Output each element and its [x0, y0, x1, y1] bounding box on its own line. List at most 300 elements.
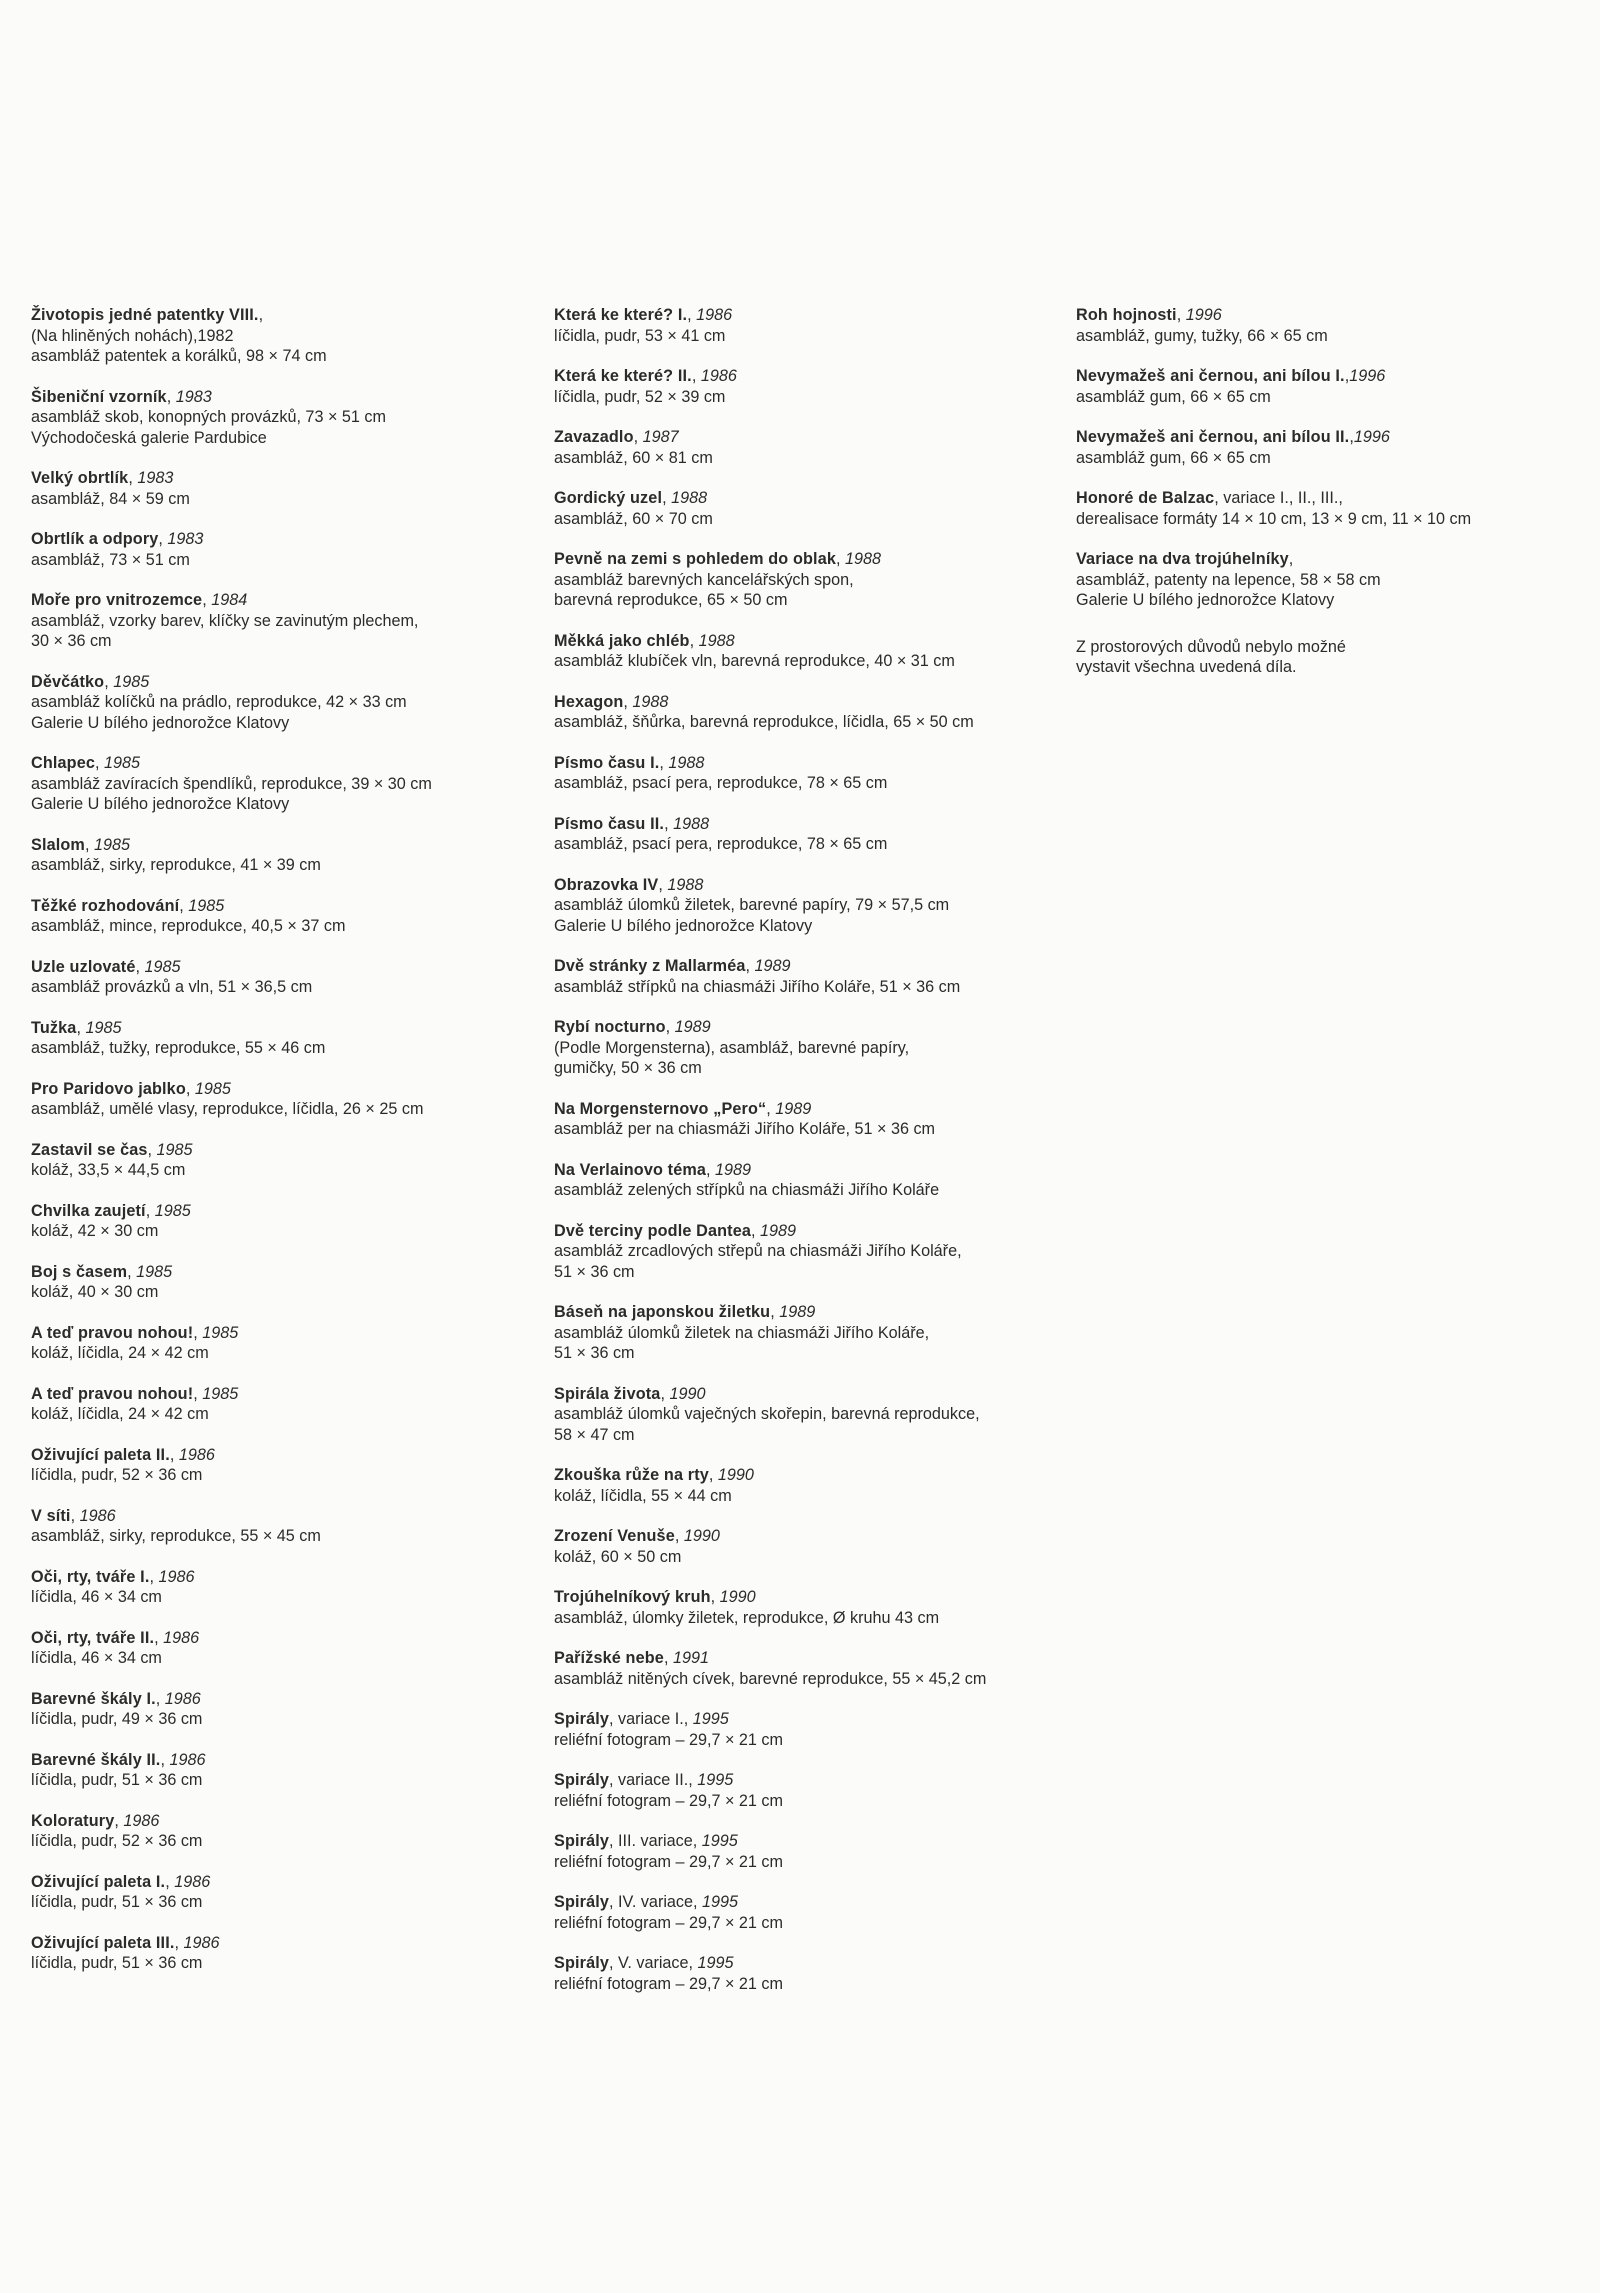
- work-title: Která ke které? II.: [554, 367, 692, 385]
- work-description: asambláž provázků a vln, 51 × 36,5 cm: [31, 978, 313, 996]
- work-heading: [31, 1811, 551, 1832]
- work-description: asambláž patentek a korálků, 98 × 74 cm: [31, 347, 327, 365]
- work-entry: [554, 1892, 1054, 1933]
- work-entry: [31, 1323, 551, 1364]
- work-description: asambláž zrcadlových střepů na chiasmáži Jiřího Koláře,: [554, 1242, 962, 1260]
- work-heading: [554, 549, 1054, 570]
- work-separator: ,: [691, 367, 701, 385]
- work-heading: [31, 1201, 551, 1222]
- work-year: 1986: [158, 1567, 195, 1586]
- work-entry: [554, 366, 1054, 407]
- work-entry: [554, 1017, 1054, 1079]
- work-heading: [31, 1445, 551, 1466]
- work-entry: [554, 1302, 1054, 1364]
- work-description: líčidla, pudr, 52 × 36 cm: [31, 1832, 203, 1850]
- work-title: Zrození Venuše: [554, 1527, 675, 1545]
- work-description: líčidla, pudr, 51 × 36 cm: [31, 1954, 203, 1972]
- work-separator: ,: [166, 387, 176, 406]
- work-entry: [31, 1750, 551, 1791]
- work-year: 1985: [194, 1079, 231, 1098]
- work-description: 51 × 36 cm: [554, 1344, 635, 1362]
- work-separator: ,: [193, 1323, 203, 1342]
- work-description: asambláž, tužky, reprodukce, 55 × 46 cm: [31, 1039, 326, 1057]
- work-title: Dvě stránky z Mallarméa: [554, 957, 746, 975]
- work-title: Oči, rty, tváře I.: [31, 1567, 150, 1586]
- work-title: Spirály: [554, 1954, 610, 1972]
- work-description: asambláž úlomků žiletek, barevné papíry, 79 × 57,5 cm: [554, 896, 950, 914]
- work-year: 1983: [137, 469, 174, 487]
- work-title: Oživující paleta II.: [31, 1445, 170, 1464]
- work-description: asambláž gum, 66 × 65 cm: [1076, 448, 1271, 467]
- work-year: 1988: [668, 753, 705, 772]
- work-separator: , V. variace,: [609, 1954, 698, 1972]
- work-heading: [554, 1099, 1054, 1120]
- work-entry: [31, 1567, 551, 1608]
- work-description: Východočeská galerie Pardubice: [31, 428, 267, 447]
- work-title: Děvčátko: [31, 672, 105, 691]
- work-description: asambláž, sirky, reprodukce, 41 × 39 cm: [31, 856, 321, 874]
- work-heading: [1076, 305, 1496, 326]
- work-title: V síti: [31, 1506, 71, 1525]
- work-heading: [554, 1953, 1054, 1974]
- work-entry: [554, 1831, 1054, 1872]
- work-separator: ,: [1288, 550, 1294, 568]
- work-description: reliéfní fotogram – 29,7 × 21 cm: [554, 1913, 783, 1932]
- work-description: asambláž úlomků žiletek na chiasmáži Jiřího Koláře,: [554, 1323, 930, 1342]
- work-separator: , variace II.,: [609, 1771, 698, 1789]
- work-heading: [31, 1750, 551, 1771]
- work-separator: ,: [202, 591, 212, 609]
- work-year: 1986: [178, 1445, 215, 1464]
- work-separator: ,: [174, 1933, 184, 1952]
- work-description: koláž, 33,5 × 44,5 cm: [31, 1161, 186, 1179]
- work-entry: [31, 957, 551, 998]
- work-year: 1989: [715, 1160, 752, 1179]
- work-description: Galerie U bílého jednorožce Klatovy: [1076, 591, 1335, 609]
- work-heading: [554, 1648, 1054, 1669]
- work-title: Zkouška růže na rty: [554, 1466, 709, 1484]
- work-heading: [31, 387, 551, 408]
- work-heading: [31, 1628, 551, 1649]
- work-entry: [31, 1628, 551, 1669]
- work-description: koláž, líčidla, 24 × 42 cm: [31, 1344, 209, 1362]
- work-separator: ,: [95, 754, 105, 772]
- work-title: Uzle uzlovaté: [31, 957, 136, 976]
- work-title: Tužka: [31, 1018, 77, 1037]
- work-heading: [31, 1262, 551, 1283]
- work-entry: [554, 1953, 1054, 1994]
- work-heading: [554, 631, 1054, 652]
- work-separator: , variace I., II., III.,: [1214, 489, 1343, 507]
- work-entry: [554, 814, 1054, 855]
- work-separator: ,: [660, 1384, 670, 1403]
- work-heading: [31, 896, 551, 917]
- work-year: 1996: [1353, 428, 1390, 446]
- work-heading: [31, 672, 551, 693]
- work-title: A teď pravou nohou!: [31, 1323, 194, 1342]
- work-description: asambláž, 60 × 70 cm: [554, 509, 713, 528]
- work-separator: , variace I.,: [609, 1710, 693, 1728]
- work-heading: [554, 1017, 1054, 1038]
- work-year: 1995: [692, 1710, 729, 1728]
- work-year: 1986: [169, 1750, 206, 1769]
- work-title: Velký obrtlík: [31, 469, 129, 487]
- work-title: Oživující paleta I.: [31, 1872, 166, 1891]
- work-separator: ,: [1176, 306, 1186, 324]
- work-heading: [554, 814, 1054, 835]
- work-description: asambláž, 60 × 81 cm: [554, 448, 713, 467]
- work-description: koláž, 42 × 30 cm: [31, 1222, 159, 1240]
- work-year: 1990: [683, 1527, 720, 1545]
- work-entry: [31, 1933, 551, 1974]
- work-separator: ,: [185, 1079, 195, 1098]
- work-heading: [554, 305, 1054, 326]
- work-entry: [31, 1201, 551, 1242]
- work-year: 1986: [183, 1933, 220, 1952]
- work-description: asambláž, úlomky žiletek, reprodukce, Ø kruhu 43 cm: [554, 1608, 940, 1627]
- work-heading: [31, 305, 551, 326]
- work-description: (Na hliněných nohách),1982: [31, 326, 234, 345]
- work-description: asambláž, šňůrka, barevná reprodukce, líčidla, 65 × 50 cm: [554, 713, 974, 731]
- work-entry: [1076, 488, 1496, 529]
- work-heading: [31, 957, 551, 978]
- work-title: Zavazadlo: [554, 428, 634, 446]
- work-title: Trojúhelníkový kruh: [554, 1588, 711, 1606]
- work-description: (Podle Morgensterna), asambláž, barevné papíry,: [554, 1038, 910, 1057]
- work-title: Roh hojnosti: [1076, 306, 1177, 324]
- work-title: Životopis jedné patentky VIII.: [31, 306, 259, 324]
- work-entry: [554, 956, 1054, 997]
- works-column-2: [554, 305, 1054, 2014]
- work-description: reliéfní fotogram – 29,7 × 21 cm: [554, 1974, 783, 1993]
- work-title: Barevné škály II.: [31, 1750, 161, 1769]
- work-separator: ,: [258, 306, 264, 324]
- work-title: Boj s časem: [31, 1262, 128, 1281]
- work-heading: [554, 1831, 1054, 1852]
- work-separator: ,: [658, 875, 668, 894]
- work-year: 1985: [156, 1140, 193, 1159]
- work-entry: [554, 305, 1054, 346]
- work-separator: ,: [76, 1018, 86, 1037]
- work-heading: [31, 1872, 551, 1893]
- work-separator: ,: [127, 1262, 137, 1281]
- work-description: asambláž, 73 × 51 cm: [31, 550, 190, 569]
- work-description: líčidla, pudr, 52 × 36 cm: [31, 1466, 203, 1484]
- work-title: Spirály: [554, 1710, 610, 1728]
- work-year: 1990: [717, 1466, 754, 1484]
- work-heading: [31, 1506, 551, 1527]
- work-title: Chvilka zaujetí: [31, 1201, 146, 1220]
- work-entry: [554, 1648, 1054, 1689]
- work-heading: [31, 468, 551, 489]
- work-description: asambláž kolíčků na prádlo, reprodukce, 42 × 33 cm: [31, 693, 407, 711]
- work-title: Na Verlainovo téma: [554, 1160, 707, 1179]
- work-heading: [31, 1140, 551, 1161]
- work-separator: ,: [84, 835, 94, 854]
- work-separator: ,: [665, 1018, 675, 1036]
- work-entry: [31, 1018, 551, 1059]
- work-entry: [1076, 549, 1496, 611]
- work-heading: [554, 956, 1054, 977]
- work-description: asambláž střípků na chiasmáži Jiřího Koláře, 51 × 36 cm: [554, 977, 961, 996]
- work-year: 1988: [671, 489, 708, 507]
- work-separator: ,: [689, 631, 699, 650]
- work-description: Galerie U bílého jednorožce Klatovy: [31, 795, 290, 813]
- work-separator: ,: [745, 957, 755, 975]
- work-entry: [554, 753, 1054, 794]
- works-column-3: [1076, 305, 1496, 678]
- work-separator: ,: [154, 1628, 164, 1647]
- work-entry: [31, 1872, 551, 1913]
- work-year: 1991: [672, 1649, 709, 1667]
- work-separator: , IV. variace,: [609, 1893, 703, 1911]
- work-entry: [31, 305, 551, 367]
- work-separator: ,: [710, 1588, 720, 1606]
- work-description: líčidla, pudr, 49 × 36 cm: [31, 1710, 203, 1728]
- work-separator: ,: [149, 1567, 159, 1586]
- work-year: 1986: [79, 1506, 116, 1525]
- work-description: líčidla, 46 × 34 cm: [31, 1649, 162, 1667]
- work-entry: [31, 529, 551, 570]
- work-entry: [554, 1099, 1054, 1140]
- work-title: Pro Paridovo jablko: [31, 1079, 186, 1098]
- work-title: Měkká jako chléb: [554, 631, 690, 650]
- work-entry: [554, 1384, 1054, 1446]
- work-separator: ,: [70, 1506, 80, 1525]
- work-title: Písmo času I.: [554, 753, 660, 772]
- work-title: Pevně na zemi s pohledem do oblak: [554, 550, 837, 568]
- work-entry: [554, 631, 1054, 672]
- work-description: líčidla, 46 × 34 cm: [31, 1588, 162, 1606]
- note-line: Z prostorových důvodů nebylo možné: [1076, 637, 1346, 656]
- work-description: barevná reprodukce, 65 × 50 cm: [554, 591, 788, 609]
- work-title: Spirály: [554, 1832, 610, 1850]
- work-year: 1990: [669, 1384, 706, 1403]
- work-description: asambláž zelených střípků na chiasmáži Jiřího Koláře: [554, 1181, 940, 1199]
- work-description: derealisace formáty 14 × 10 cm, 13 × 9 cm, 11 × 10 cm: [1076, 509, 1472, 528]
- work-heading: [554, 1302, 1054, 1323]
- space-note: [1076, 637, 1496, 678]
- work-year: 1985: [136, 1262, 173, 1281]
- work-title: Moře pro vnitrozemce: [31, 591, 203, 609]
- work-entry: [554, 1709, 1054, 1750]
- work-year: 1988: [673, 814, 710, 833]
- work-separator: ,: [147, 1140, 157, 1159]
- work-separator: ,: [663, 1649, 673, 1667]
- work-title: Těžké rozhodování: [31, 896, 180, 915]
- work-description: gumičky, 50 × 36 cm: [554, 1059, 702, 1077]
- work-separator: ,: [1344, 367, 1350, 385]
- work-title: Chlapec: [31, 754, 96, 772]
- work-separator: ,: [114, 1811, 124, 1830]
- work-separator: ,: [1349, 428, 1354, 446]
- work-entry: [31, 672, 551, 734]
- work-title: Nevymažeš ani černou, ani bílou II.: [1076, 428, 1350, 446]
- work-description: reliéfní fotogram – 29,7 × 21 cm: [554, 1730, 783, 1749]
- work-separator: ,: [158, 530, 168, 548]
- work-heading: [31, 1323, 551, 1344]
- work-entry: [554, 488, 1054, 529]
- work-separator: ,: [193, 1384, 203, 1403]
- work-separator: ,: [706, 1160, 716, 1179]
- work-heading: [554, 1526, 1054, 1547]
- work-description: asambláž, mince, reprodukce, 40,5 × 37 cm: [31, 917, 346, 935]
- work-title: Oživující paleta III.: [31, 1933, 175, 1952]
- work-heading: [554, 1160, 1054, 1181]
- work-title: Spirála života: [554, 1384, 661, 1403]
- work-entry: [31, 590, 551, 652]
- work-year: 1985: [154, 1201, 191, 1220]
- work-title: Spirály: [554, 1771, 610, 1789]
- work-separator: ,: [708, 1466, 718, 1484]
- work-description: asambláž zavíracích špendlíků, reprodukce, 39 × 30 cm: [31, 774, 432, 793]
- work-description: koláž, 40 × 30 cm: [31, 1283, 159, 1301]
- work-separator: ,: [179, 896, 189, 915]
- work-description: asambláž nitěných cívek, barevné reprodukce, 55 × 45,2 cm: [554, 1669, 987, 1688]
- work-heading: [554, 1384, 1054, 1405]
- work-entry: [31, 1445, 551, 1486]
- work-separator: ,: [169, 1445, 179, 1464]
- work-year: 1989: [754, 957, 791, 975]
- work-description: líčidla, pudr, 52 × 39 cm: [554, 387, 726, 406]
- work-entry: [31, 1506, 551, 1547]
- work-heading: [554, 1709, 1054, 1730]
- work-title: A teď pravou nohou!: [31, 1384, 194, 1403]
- work-entry: [554, 1526, 1054, 1567]
- work-year: 1986: [123, 1811, 160, 1830]
- work-description: asambláž, psací pera, reprodukce, 78 × 65 cm: [554, 835, 888, 853]
- column-3-entries: [1076, 305, 1496, 611]
- work-heading: [31, 1079, 551, 1100]
- work-heading: [554, 488, 1054, 509]
- work-separator: ,: [664, 814, 674, 833]
- work-heading: [554, 753, 1054, 774]
- work-separator: , III. variace,: [609, 1832, 702, 1850]
- work-description: asambláž, umělé vlasy, reprodukce, líčidla, 26 × 25 cm: [31, 1100, 424, 1118]
- work-entry: [1076, 366, 1496, 407]
- work-title: Pařížské nebe: [554, 1649, 664, 1667]
- work-title: Která ke které? I.: [554, 306, 688, 324]
- note-line: vystavit všechna uvedená díla.: [1076, 658, 1297, 676]
- work-description: 58 × 47 cm: [554, 1425, 635, 1444]
- work-description: asambláž gum, 66 × 65 cm: [1076, 387, 1271, 406]
- work-separator: ,: [145, 1201, 155, 1220]
- work-year: 1990: [719, 1588, 756, 1606]
- work-year: 1996: [1349, 367, 1386, 385]
- works-column-1: [31, 305, 551, 1994]
- work-description: líčidla, pudr, 51 × 36 cm: [31, 1771, 203, 1789]
- work-separator: ,: [836, 550, 846, 568]
- work-separator: ,: [770, 1303, 780, 1321]
- work-title: Nevymažeš ani černou, ani bílou I.: [1076, 367, 1345, 385]
- work-heading: [554, 1465, 1054, 1486]
- work-separator: ,: [633, 428, 643, 446]
- work-year: 1985: [93, 835, 130, 854]
- work-heading: [554, 692, 1054, 713]
- work-heading: [554, 875, 1054, 896]
- work-description: asambláž, 84 × 59 cm: [31, 489, 190, 508]
- work-year: 1995: [702, 1893, 739, 1911]
- work-year: 1985: [104, 754, 141, 772]
- work-separator: ,: [766, 1099, 776, 1118]
- work-title: Dvě terciny podle Dantea: [554, 1221, 752, 1240]
- work-year: 1988: [632, 692, 669, 711]
- work-year: 1986: [164, 1689, 201, 1708]
- work-entry: [554, 1770, 1054, 1811]
- work-entry: [554, 549, 1054, 611]
- work-entry: [31, 753, 551, 815]
- work-year: 1996: [1185, 306, 1222, 324]
- work-title: Oči, rty, tváře II.: [31, 1628, 155, 1647]
- work-heading: [31, 753, 551, 774]
- work-entry: [31, 1689, 551, 1730]
- work-separator: ,: [662, 489, 672, 507]
- work-separator: ,: [659, 753, 669, 772]
- work-description: asambláž, psací pera, reprodukce, 78 × 65 cm: [554, 774, 888, 792]
- work-description: asambláž, sirky, reprodukce, 55 × 45 cm: [31, 1527, 321, 1545]
- work-title: Báseň na japonskou žiletku: [554, 1303, 771, 1321]
- work-heading: [554, 1221, 1054, 1242]
- work-year: 1983: [175, 387, 212, 406]
- work-heading: [1076, 488, 1496, 509]
- work-year: 1995: [697, 1771, 734, 1789]
- work-year: 1985: [85, 1018, 122, 1037]
- work-heading: [31, 590, 551, 611]
- work-heading: [31, 529, 551, 550]
- work-year: 1986: [700, 367, 737, 385]
- work-title: Spirály: [554, 1893, 610, 1911]
- work-description: asambláž barevných kancelářských spon,: [554, 570, 854, 589]
- work-separator: ,: [160, 1750, 170, 1769]
- work-entry: [31, 468, 551, 509]
- work-heading: [554, 366, 1054, 387]
- work-description: asambláž per na chiasmáži Jiřího Koláře, 51 × 36 cm: [554, 1120, 936, 1138]
- work-year: 1986: [163, 1628, 200, 1647]
- work-description: reliéfní fotogram – 29,7 × 21 cm: [554, 1852, 783, 1871]
- work-entry: [1076, 305, 1496, 346]
- work-description: koláž, líčidla, 24 × 42 cm: [31, 1405, 209, 1423]
- work-year: 1988: [698, 631, 735, 650]
- work-entry: [554, 427, 1054, 468]
- work-entry: [31, 1262, 551, 1303]
- work-year: 1986: [696, 306, 733, 324]
- work-title: Šibeniční vzorník: [31, 387, 167, 406]
- work-title: Koloratury: [31, 1811, 115, 1830]
- work-title: Na Morgensternovo „Pero“: [554, 1099, 767, 1118]
- work-title: Zastavil se čas: [31, 1140, 148, 1159]
- work-entry: [31, 835, 551, 876]
- work-year: 1986: [174, 1872, 211, 1891]
- work-separator: ,: [751, 1221, 761, 1240]
- work-description: líčidla, pudr, 51 × 36 cm: [31, 1893, 203, 1911]
- work-heading: [31, 1933, 551, 1954]
- work-entry: [31, 1140, 551, 1181]
- work-separator: ,: [165, 1872, 175, 1891]
- work-description: Galerie U bílého jednorožce Klatovy: [31, 713, 290, 732]
- work-year: 1989: [775, 1099, 812, 1118]
- work-year: 1989: [779, 1303, 816, 1321]
- work-description: asambláž, patenty na lepence, 58 × 58 cm: [1076, 570, 1381, 589]
- work-description: Galerie U bílého jednorožce Klatovy: [554, 916, 813, 935]
- work-description: 51 × 36 cm: [554, 1262, 635, 1281]
- work-heading: [1076, 366, 1496, 387]
- work-separator: ,: [104, 672, 114, 691]
- work-separator: ,: [155, 1689, 165, 1708]
- work-separator: ,: [128, 469, 138, 487]
- work-description: asambláž skob, konopných provázků, 73 × 51 cm: [31, 408, 386, 426]
- work-heading: [31, 1384, 551, 1405]
- work-heading: [554, 1587, 1054, 1608]
